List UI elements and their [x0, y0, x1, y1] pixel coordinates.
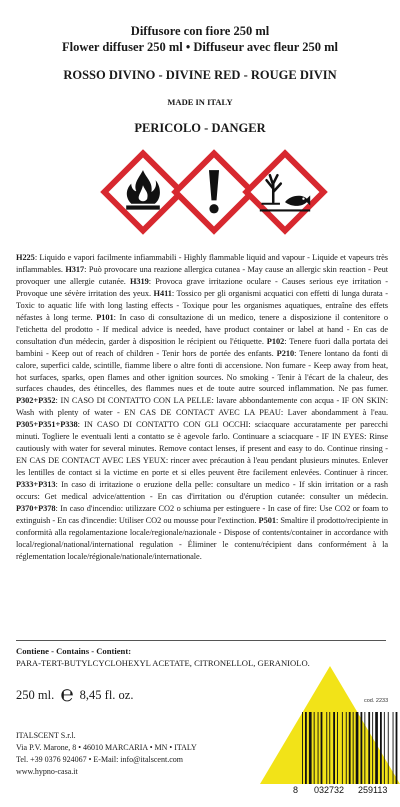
volume-info — [16, 681, 133, 707]
barcode-bar — [314, 712, 315, 784]
statement-code: P102 — [266, 336, 285, 346]
company-name: ITALSCENT S.r.l. — [16, 731, 76, 740]
statement-code: H225 — [16, 253, 35, 262]
barcode-bar — [349, 712, 351, 784]
barcode-left-digits: 032732 — [314, 785, 345, 795]
hazard-statements — [16, 252, 388, 563]
barcode-first-digit: 8 — [293, 785, 299, 795]
statement-text: : In caso d'incendio: utilizzare CO2 o schiuma per estinguere - In case of fire: Use CO2 or foam to extinguish - En cas d'incendie: Utiliser CO2 ou mousse pour l'extinction. — [16, 504, 388, 525]
barcode-bar — [353, 712, 354, 784]
barcode-bar — [342, 712, 343, 784]
barcode-bar — [326, 712, 327, 784]
barcode-bar — [337, 712, 338, 784]
company-website: www.hypno-casa.it — [16, 767, 78, 776]
barcode-svg — [293, 660, 400, 802]
fragrance-name: ROSSO DIVINO - DIVINE RED - ROUGE DIVIN — [63, 68, 337, 82]
statement-text: : Liquido e vapori facilmente infiammabili - Highly flammable liquid and vapour - Liquide et vapeurs très inflammables. — [16, 253, 388, 274]
barcode-bar — [388, 712, 389, 784]
barcode-bar — [384, 712, 385, 784]
volume-ml: 250 ml. — [16, 688, 55, 702]
company-contact: Tel. +39 0376 924067 • E-Mail: info@italscent.com — [16, 755, 183, 764]
divider — [16, 640, 386, 641]
statement-text: : In caso di irritazione o eruzione della pelle: consultare un medico - If skin irritation or a rash occurs: Get medical advice/attention - En cas d'irritation ou d'éruption cutanée: consulter un médecin. — [16, 480, 388, 502]
statement-text: : Tossico per gli organismi acquatici con effetti di lunga durata - Toxic to aquatic life with long lasting effects - Toxique pour les organismes aquatiques, entraîne des effets néfastes à long terme. — [16, 288, 388, 322]
barcode-area — [293, 660, 400, 802]
statement-text: : In caso di consultazione di un medico, tenere a disposizione il contenitore o l'etichetta del prodotto - If medical advice is needed, have product container or label at hand - En cas de consultation d'un médecin, garder à disposition le récipient ou l'étiquette. — [16, 312, 388, 346]
product-title-italian: Diffusore con fiore 250 ml — [130, 24, 270, 38]
barcode-bar — [302, 712, 303, 784]
barcode-bar — [364, 712, 365, 784]
barcode-bar — [305, 712, 307, 784]
barcode-bar — [333, 712, 335, 784]
statement-code: P333+P313 — [16, 480, 56, 490]
statement-code: H411 — [153, 288, 172, 298]
barcode-right-digits: 259113 — [358, 785, 388, 795]
statement-text: : IN CASO DI CONTATTO CON LA PELLE: lavare abbondantemente con acqua - IF ON SKIN: Wash with plenty of water - EN CAS DE CONTACT AVEC LA PEAU: Laver abondamment à l'eau. — [16, 396, 388, 418]
company-address: Via P.V. Marone, 8 • 46010 MARCARIA • MN • ITALY — [16, 743, 197, 752]
statement-code: H319 — [129, 276, 149, 286]
contents-list: PARA-TERT-BUTYLCYCLOHEXYL ACETATE, CITRONELLOL, GERANIOLO. — [16, 658, 310, 668]
statement-code: P305+P351+P338 — [16, 420, 78, 430]
statement-code: P302+P352 — [16, 396, 56, 406]
statement-text: : Provoca grave irritazione oculare - Causes serious eye irritation - Provoque une sévère irritation des yeux. — [16, 276, 388, 298]
barcode-bar — [361, 712, 363, 784]
statement-text: : Smaltire il prodotto/recipiente in conformità alla regolamentazione locale/regionale/nazionale - Dispose of contents/container in accordance with local/regional/national/international regulation - Éliminer le contenu/récipient dans conformément à la réglementation locale/régionale/nationale/internationale. — [16, 515, 388, 561]
made-in-italy: MADE IN ITALY — [167, 97, 233, 107]
statement-code: P210 — [276, 348, 295, 358]
statement-code: P101 — [96, 312, 114, 322]
barcode-bar — [372, 712, 373, 784]
hazard-pictograms — [0, 150, 400, 230]
barcode-bar — [309, 712, 312, 784]
contents-title: Contiene - Contains - Contient: — [16, 646, 132, 656]
barcode-bar — [368, 712, 370, 784]
barcode-bar — [380, 712, 382, 784]
statement-text: : Può provocare una reazione allergica cutanea - May cause an allergic skin reaction - Peut provoquer une allergie cutanée. — [16, 264, 388, 286]
statement-code: H317 — [65, 264, 85, 274]
barcode-bar — [396, 712, 398, 784]
company-info — [16, 730, 197, 778]
statement-text: : Tenere lontano da fonti di calore, superfici calde, scintille, fiamme libere o altre fonti di accensione. Non fumare - Keep away from heat, hot surfaces, sparks, open flames and other ignition sources. No smoking - Tenir à l'écart de la chaleur, des surfaces chaudes, des étincelles, des flammes nues et de toute autre sourced inflammation. Ne pas fumer. — [16, 348, 388, 394]
barcode-bar — [393, 712, 394, 784]
hazard-signal-word: PERICOLO - DANGER — [134, 121, 266, 135]
statement-code: P501 — [258, 515, 276, 525]
statement-text: : IN CASO DI CONTATTO CON GLI OCCHI: sciacquare accuratamente per parecchi minuti. Togliere le eventuali lenti a contatto se è agevole farlo. Continuare a sciacquare - IF IN EYES: Rinse cautiously with water for several minutes. Remove contact lenses, if present and easy to do. Continue rinsing - EN CAS DE CONTACT AVEC LES YEUX: rincer avec précaution à l'eau pendant plusieurs minutes. Enlever les lentilles de contact si la victime en porte et si elles peuvent être facilement enlevées. Continuer à rincer. — [16, 420, 388, 478]
barcode-bar — [321, 712, 323, 784]
volume-oz: 8,45 fl. oz. — [79, 688, 134, 702]
product-code: cod. 2233 — [364, 698, 389, 704]
product-title-multilingual: Flower diffuser 250 ml • Diffuseur avec fleur 250 ml — [62, 40, 338, 54]
barcode-bar — [329, 712, 330, 784]
barcode-bar — [318, 712, 319, 784]
barcode-bar — [356, 712, 359, 784]
barcode-bar — [375, 712, 378, 784]
environment-icon — [243, 150, 327, 234]
statement-text: : Tenere fuori dalla portata dei bambini - Keep out of reach of children - Tenir hors de portée des enfants. — [16, 336, 388, 358]
barcode-bar — [346, 712, 347, 784]
statement-code: P370+P378 — [16, 504, 56, 514]
estimated-sign-icon: ℮ — [60, 682, 74, 707]
